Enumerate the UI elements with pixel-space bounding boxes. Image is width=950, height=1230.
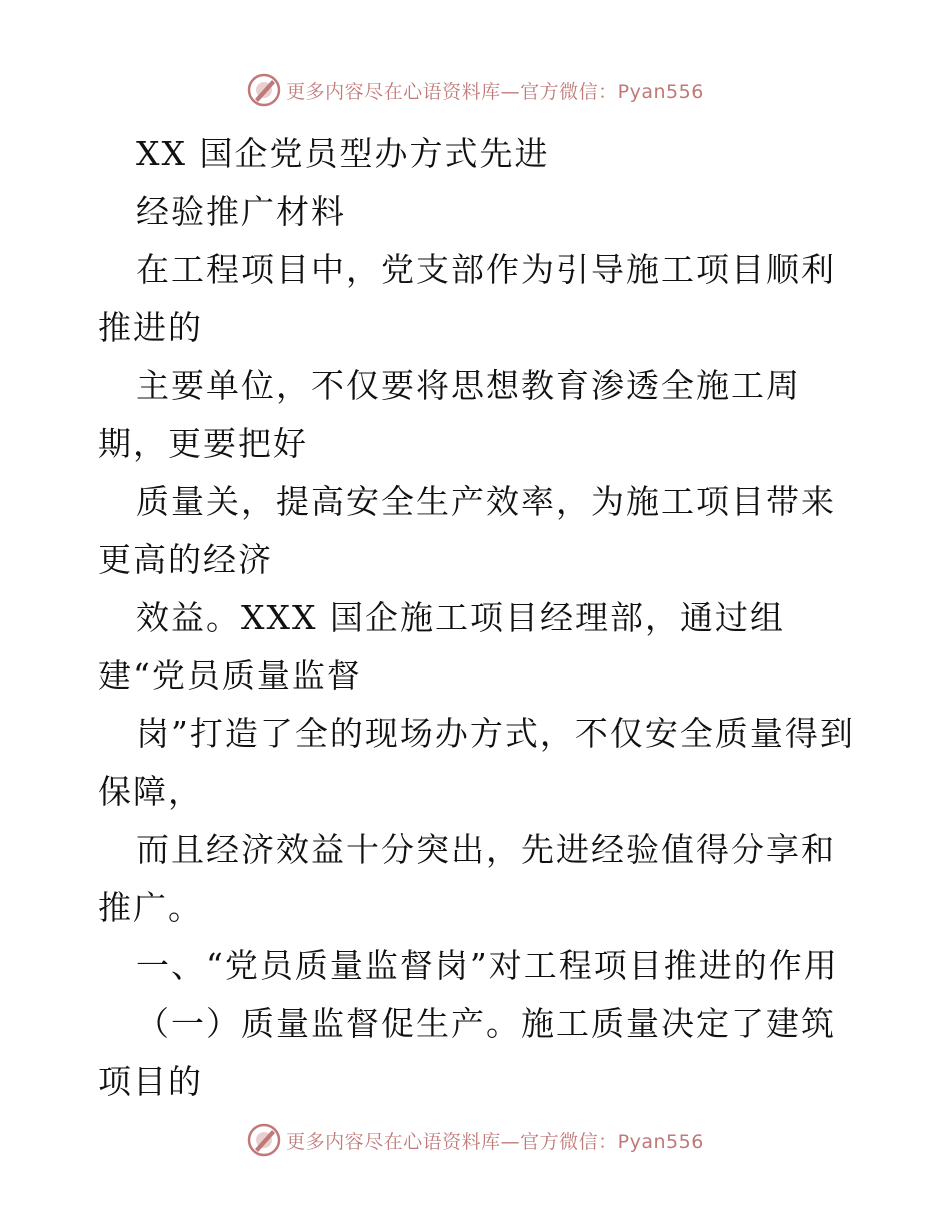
pen-logo-icon [246,72,282,108]
paragraph-line: 主要单位，不仅要将思想教育渗透全施工周期，更要把好 [98,366,801,463]
paragraph-line: 而且经济效益十分突出，先进经验值得分享和推广。 [98,830,836,927]
doc-title-line-2: 经验推广材料 [136,192,346,231]
section-heading: 一、“党员质量监督岗”对工程项目推进的作用 [136,946,839,985]
document-body [98,125,858,1111]
paragraph-line: 岗”打造了全的现场办方式，不仅安全质量得到保障， [98,714,855,811]
header-banner-text: 更多内容尽在心语资料库—官方微信：Pyan556 [286,80,704,103]
footer-banner-text: 更多内容尽在心语资料库—官方微信：Pyan556 [286,1130,704,1153]
pen-logo-icon [246,1122,282,1158]
paragraph-line: 效益。XXX 国企施工项目经理部，通过组建“党员质量监督 [98,598,785,695]
doc-title-line-1: XX 国企党员型办方式先进 [136,134,550,173]
paragraph-line: （一）质量监督促生产。施工质量决定了建筑项目的 [98,1004,836,1101]
header-watermark-banner [0,70,950,110]
footer-watermark-banner [0,1120,950,1160]
paragraph-line: 在工程项目中，党支部作为引导施工项目顺利推进的 [98,250,836,347]
paragraph-line: 质量关，提高安全生产效率，为施工项目带来更高的经济 [98,482,836,579]
